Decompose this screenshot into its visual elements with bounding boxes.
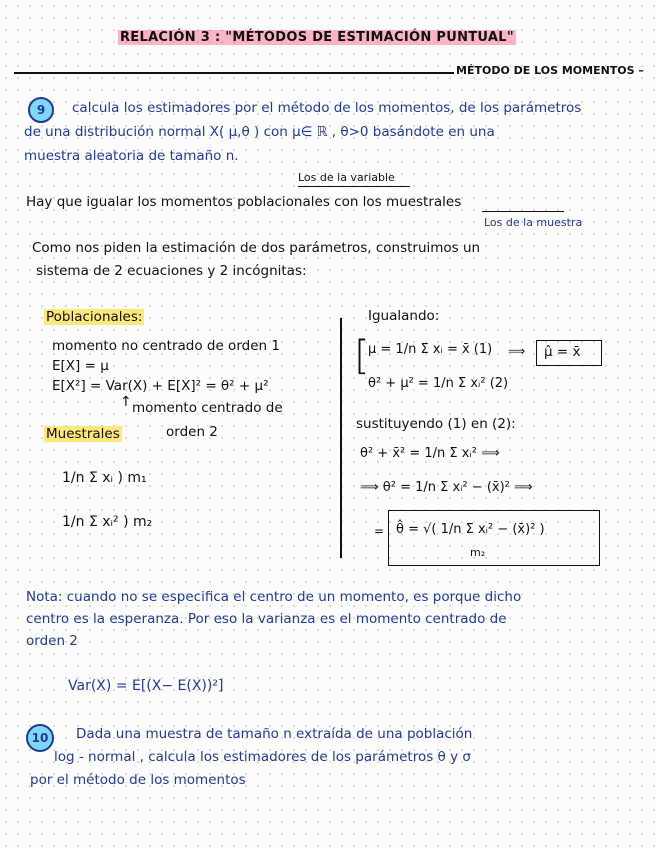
up-arrow-icon: ↑	[120, 394, 132, 410]
label-muestrales-text: Muestrales	[46, 426, 120, 442]
result-theta: θ̂ = √( 1/n Σ xᵢ² − (x̄)² )	[396, 522, 545, 537]
exercise-10-number	[26, 724, 54, 752]
ex10-line2: log - normal , calcula los estimadores de los parámetros θ y σ	[54, 749, 471, 765]
ex9-line1: calcula los estimadores por el método de los momentos, de los parámetros	[72, 100, 582, 116]
ex9-line5: Como nos piden la estimación de dos parámetros, construimos un	[32, 240, 481, 256]
underline-muestrales	[482, 211, 564, 212]
arrow-note: momento centrado de	[132, 400, 283, 416]
nota-line1: Nota: cuando no se especifica el centro de un momento, es porque dicho	[26, 589, 522, 605]
step-2: ⟹ θ² = 1/n Σ xᵢ² − (x̄)² ⟹	[360, 480, 533, 495]
sample-moment-2: 1/n Σ xᵢ² ) m₂	[62, 514, 153, 530]
system-brace: [	[354, 333, 370, 379]
equation-1: μ = 1/n Σ xᵢ = x̄ (1)	[368, 342, 493, 357]
moment-order-1: momento no centrado de orden 1	[52, 338, 280, 354]
step-1: θ² + x̄² = 1/n Σ xᵢ² ⟹	[360, 446, 500, 461]
result-label-m2: m₂	[470, 546, 486, 559]
ex9-line3: muestra aleatoria de tamaño n.	[24, 148, 239, 164]
order-2-label: orden 2	[166, 424, 218, 440]
result-theta-box	[388, 510, 600, 566]
label-igualando: Igualando:	[368, 308, 440, 324]
equals-sign: =	[374, 524, 385, 538]
label-poblacionales	[44, 309, 144, 325]
ex10-line1: Dada una muestra de tamaño n extraída de una población	[76, 726, 473, 742]
exercise-10-badge: 10	[26, 724, 54, 752]
substitution-label: sustituyendo (1) en (2):	[356, 416, 516, 432]
sample-moment-1: 1/n Σ xᵢ ) m₁	[62, 470, 147, 486]
section-subtitle: MÉTODO DE LOS MOMENTOS –	[456, 64, 644, 77]
exercise-9-number	[28, 97, 54, 123]
column-divider	[340, 318, 342, 558]
page-title	[118, 30, 516, 45]
ex9-line4: Hay que igualar los momentos poblacionales con los muestrales	[26, 194, 462, 210]
label-poblacionales-text: Poblacionales:	[46, 309, 143, 325]
header-rule	[14, 72, 454, 74]
label-muestrales	[44, 426, 122, 442]
ex10-line3: por el método de los momentos	[30, 772, 246, 788]
annotation-variable: Los de la variable	[298, 171, 395, 184]
exercise-9-badge: 9	[28, 97, 54, 123]
implies-arrow-1: ⟹	[508, 344, 526, 358]
equation-2: θ² + μ² = 1/n Σ xᵢ² (2)	[368, 376, 509, 391]
underline-variable	[298, 186, 410, 187]
expectation-eq: E[X] = μ	[52, 358, 109, 374]
nota-line3: orden 2	[26, 633, 78, 649]
ex9-line2: de una distribución normal X( μ,θ ) con μ∈ ℝ , θ>0 basándote en una	[24, 124, 495, 140]
nota-line2: centro es la esperanza. Por eso la varianza es el momento centrado de	[26, 611, 507, 627]
annotation-muestra: Los de la muestra	[484, 216, 583, 229]
second-moment-eq: E[X²] = Var(X) + E[X]² = θ² + μ²	[52, 378, 269, 394]
result-mu: μ̂ = x̄	[544, 344, 581, 360]
page-title-text: RELACIÓN 3 : "MÉTODOS DE ESTIMACIÓN PUNTUAL"	[120, 30, 514, 45]
variance-formula: Var(X) = E[(X− E(X))²]	[68, 678, 224, 694]
ex9-line6: sistema de 2 ecuaciones y 2 incógnitas:	[36, 263, 307, 279]
